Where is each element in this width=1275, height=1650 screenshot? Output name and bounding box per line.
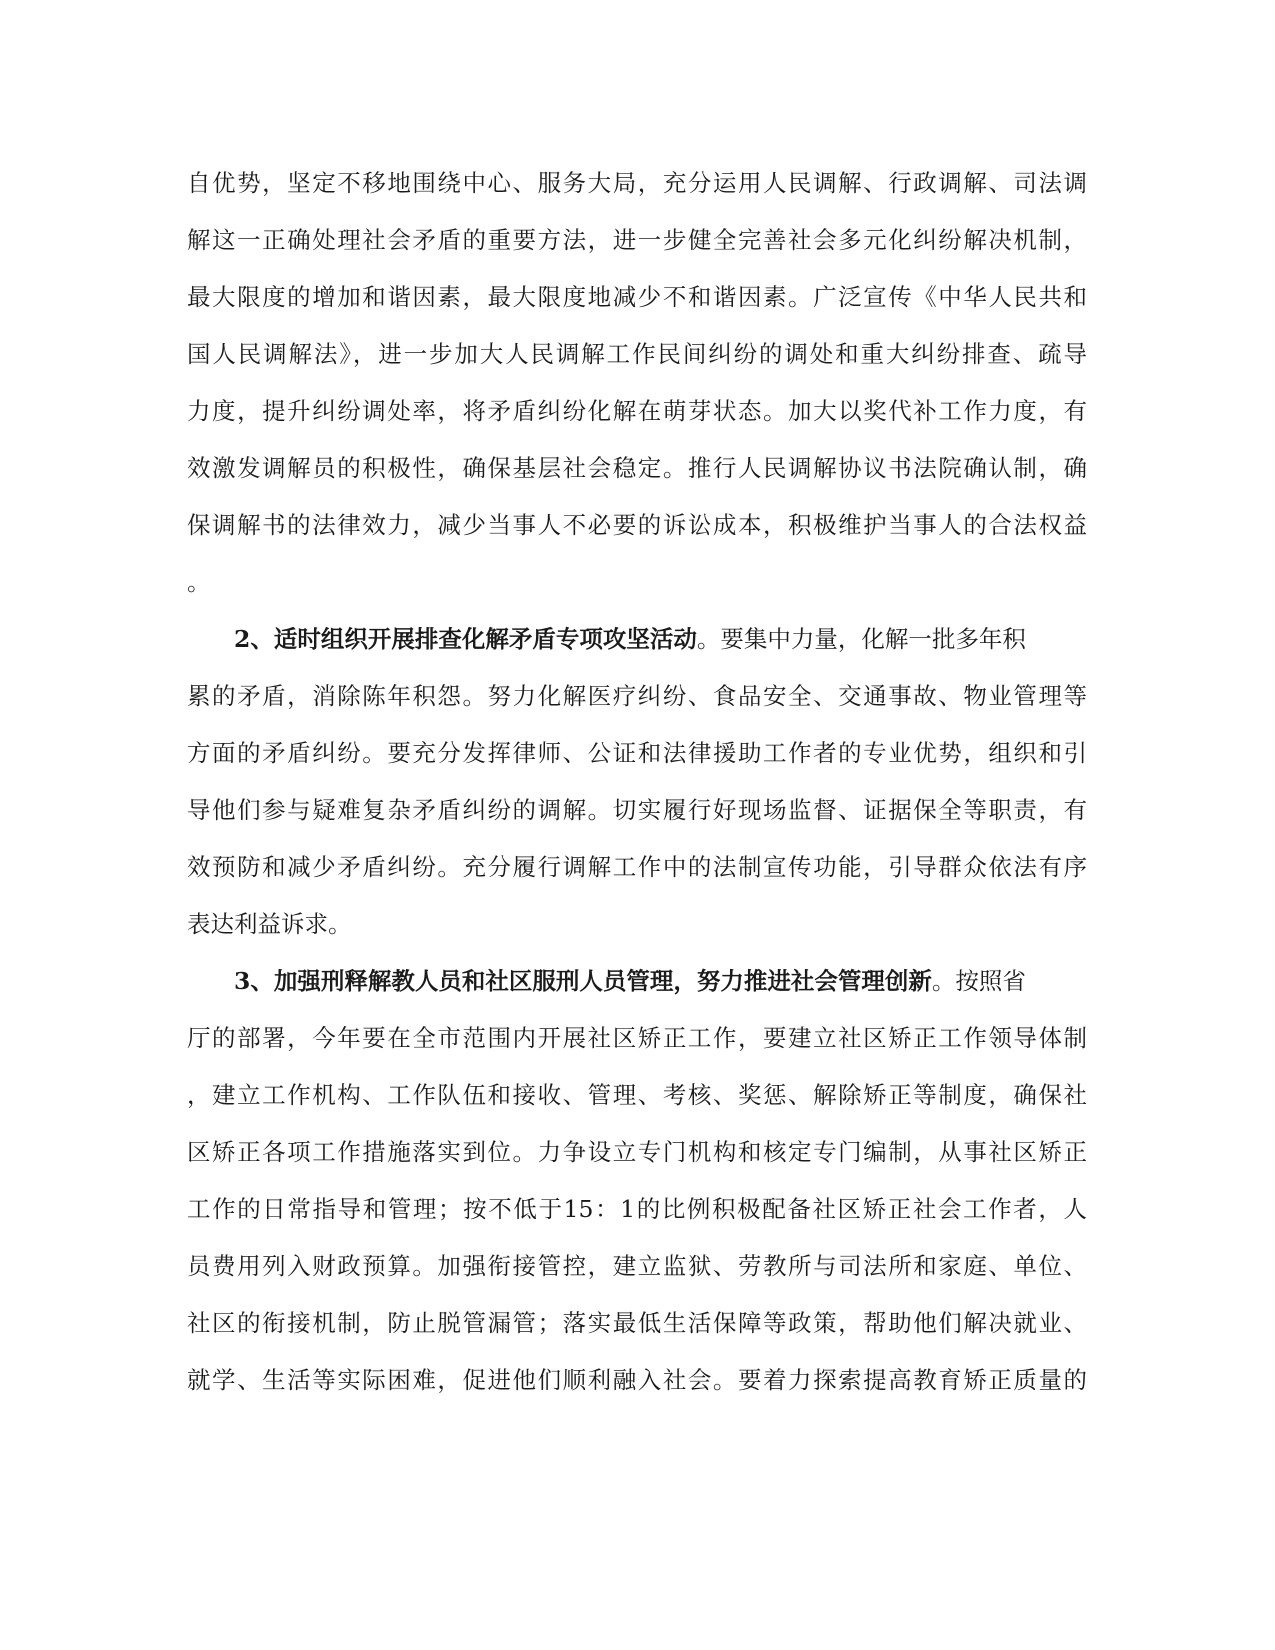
paragraph-1-line: 国人民调解法》，进一步加大人民调解工作民间纠纷的调处和重大纠纷排查、疏导 (187, 340, 1087, 368)
paragraph-3-line: 区矫正各项工作措施落实到位。力争设立专门机构和核定专门编制，从事社区矫正 (187, 1138, 1087, 1166)
paragraph-1-line: 保调解书的法律效力，减少当事人不必要的诉讼成本，积极维护当事人的合法权益 (187, 511, 1087, 539)
paragraph-2-first-line (234, 619, 1087, 659)
paragraph-2-first-text: 。要集中力量，化解一批多年积 (696, 625, 1026, 653)
paragraph-1-line: 效激发调解员的积极性，确保基层社会稳定。推行人民调解协议书法院确认制，确 (187, 454, 1087, 482)
paragraph-2-line: 表达利益诉求。 (187, 910, 352, 938)
paragraph-1-line: 最大限度的增加和谐因素，最大限度地减少不和谐因素。广泛宣传《中华人民共和 (187, 283, 1087, 311)
paragraph-3-line: 员费用列入财政预算。加强衔接管控，建立监狱、劳教所与司法所和家庭、单位、 (187, 1252, 1087, 1280)
paragraph-2-line: 方面的矛盾纠纷。要充分发挥律师、公证和法律援助工作者的专业优势，组织和引 (187, 739, 1087, 767)
paragraph-3-first-text: 。按照省 (931, 967, 1026, 995)
paragraph-1-line: 自优势，坚定不移地围绕中心、服务大局，充分运用人民调解、行政调解、司法调 (187, 169, 1087, 197)
paragraph-3-first-line (234, 961, 1087, 1001)
paragraph-1-line: 解这一正确处理社会矛盾的重要方法，进一步健全完善社会多元化纠纷解决机制， (187, 226, 1087, 254)
paragraph-2-heading: 2、适时组织开展排查化解矛盾专项攻坚活动 (234, 625, 697, 653)
paragraph-2-line: 效预防和减少矛盾纠纷。充分履行调解工作中的法制宣传功能，引导群众依法有序 (187, 853, 1087, 881)
paragraph-3-line: 厅的部署，今年要在全市范围内开展社区矫正工作，要建立社区矫正工作领导体制 (187, 1024, 1087, 1052)
paragraph-2-line: 导他们参与疑难复杂矛盾纠纷的调解。切实履行好现场监督、证据保全等职责，有 (187, 796, 1087, 824)
paragraph-1-line: 。 (187, 568, 211, 596)
paragraph-3-line: 工作的日常指导和管理；按不低于15：1的比例积极配备社区矫正社会工作者，人 (187, 1195, 1087, 1223)
paragraph-1-line: 力度，提升纠纷调处率，将矛盾纠纷化解在萌芽状态。加大以奖代补工作力度，有 (187, 397, 1087, 425)
paragraph-3-line: 就学、生活等实际困难，促进他们顺利融入社会。要着力探索提高教育矫正质量的 (187, 1366, 1087, 1394)
paragraph-3-heading: 3、加强刑释解教人员和社区服刑人员管理，努力推进社会管理创新 (234, 967, 932, 995)
paragraph-3-line: ，建立工作机构、工作队伍和接收、管理、考核、奖惩、解除矫正等制度，确保社 (187, 1081, 1087, 1109)
paragraph-3-line: 社区的衔接机制，防止脱管漏管；落实最低生活保障等政策，帮助他们解决就业、 (187, 1309, 1087, 1337)
paragraph-2-line: 累的矛盾，消除陈年积怨。努力化解医疗纠纷、食品安全、交通事故、物业管理等 (187, 682, 1087, 710)
